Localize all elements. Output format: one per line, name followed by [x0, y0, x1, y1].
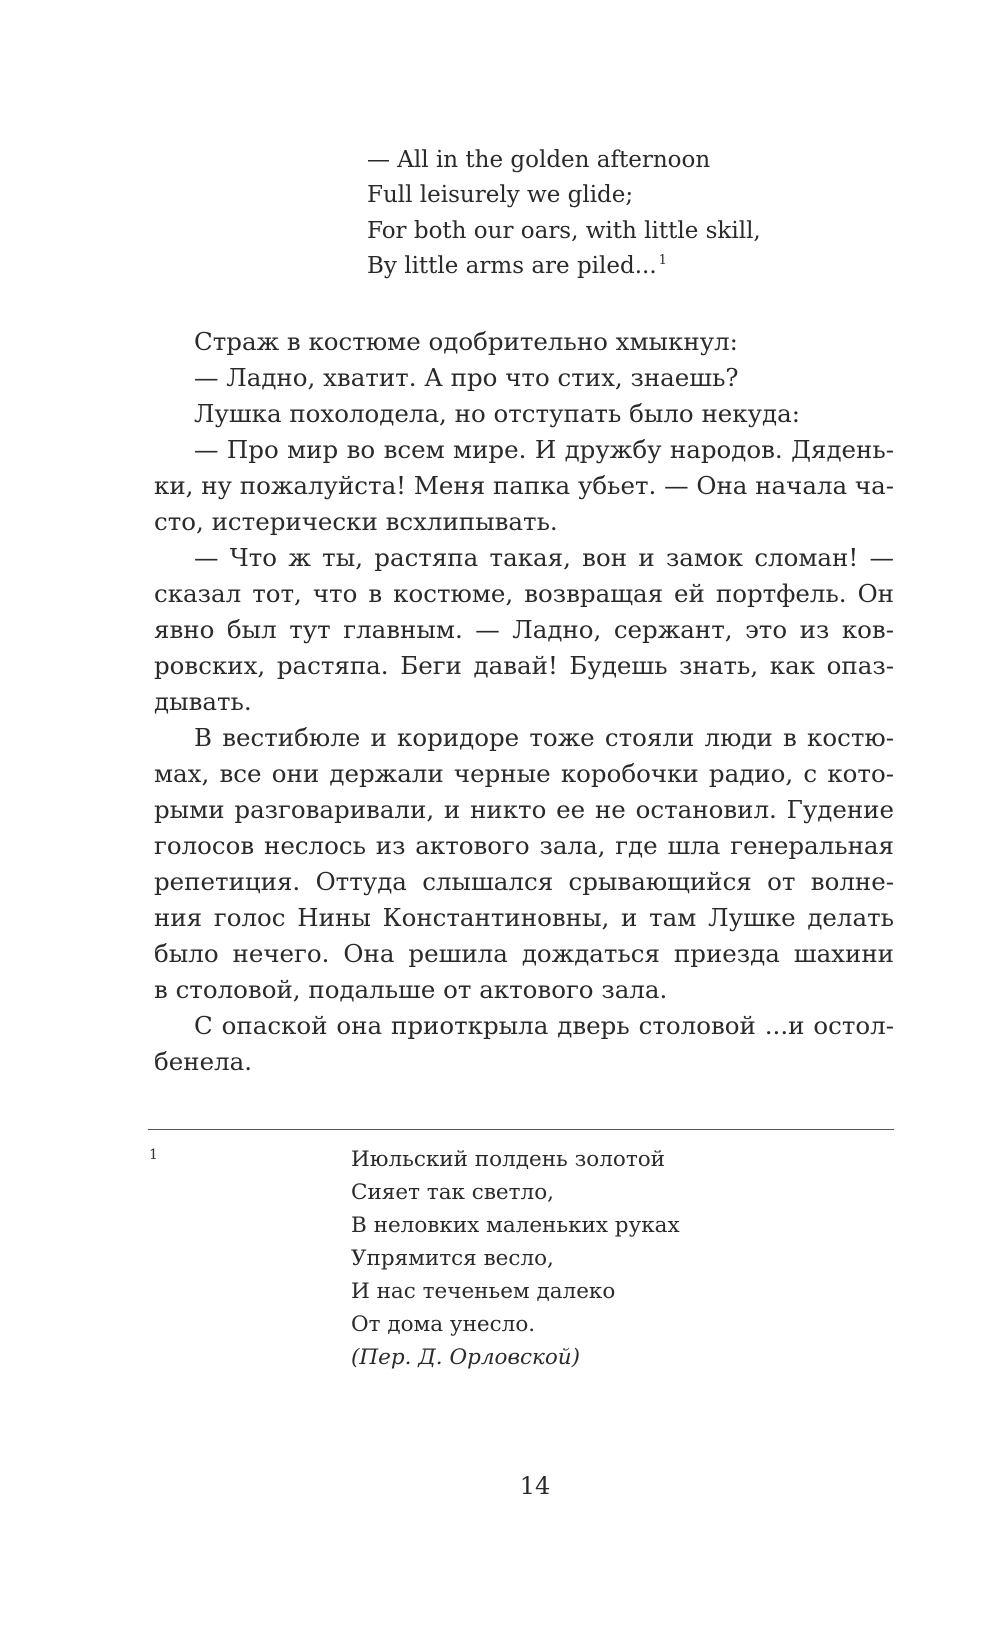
- footnote-reference: 1: [658, 253, 667, 269]
- footnote-line: От дома унесло.: [351, 1312, 536, 1337]
- body-line: В вестибюле и коридоре тоже стояли люди в костю-: [194, 723, 894, 752]
- body-line: — Что ж ты, растяпа такая, вон и замок сломан! —: [194, 543, 894, 572]
- body-line: сто, истерически всхлипывать.: [154, 507, 558, 536]
- body-line: было нечего. Она решила дождаться приезда шахини: [154, 939, 894, 968]
- body-line: репетиция. Оттуда слышался срывающийся от волне-: [154, 867, 894, 896]
- body-line: — Про мир во всем мире. И дружбу народов. Дядень-: [194, 435, 894, 464]
- footnote-line: Упрямится весло,: [351, 1246, 554, 1271]
- body-line: ки, ну пожалуйста! Меня папка убьет. — Она начала ча-: [154, 471, 894, 500]
- body-line: С опаской она приоткрыла дверь столовой ...и остол-: [194, 1011, 894, 1040]
- epigraph-line: Full leisurely we glide;: [367, 182, 634, 208]
- body-line: мах, все они держали черные коробочки радио, с кото-: [154, 759, 894, 788]
- body-line: сказал тот, что в костюме, возвращая ей портфель. Он: [154, 579, 894, 608]
- body-line: Страж в костюме одобрительно хмыкнул:: [194, 327, 738, 356]
- body-line: ния голос Нины Константиновны, и там Лушке делать: [154, 903, 894, 932]
- epigraph-line: For both our oars, with little skill,: [367, 218, 761, 244]
- body-line: Лушка похолодела, но отступать было некуда:: [194, 399, 800, 428]
- epigraph-line-last: [367, 249, 667, 283]
- footnote-line: И нас теченьем далеко: [351, 1279, 616, 1304]
- body-line: голосов неслось из актового зала, где шла генеральная: [154, 831, 894, 860]
- footnote-line: В неловких маленьких руках: [351, 1213, 680, 1238]
- body-line: рыми разговаривали, и никто ее не остановил. Гудение: [154, 795, 894, 824]
- body-line: бенела.: [154, 1047, 253, 1076]
- footnote-attribution: (Пер. Д. Орловской): [351, 1345, 581, 1370]
- body-line: ровских, растяпа. Беги давай! Будешь знать, как опаз-: [154, 651, 894, 680]
- footnote-marker: 1: [149, 1147, 158, 1163]
- body-line: в столовой, подальше от актового зала.: [154, 975, 668, 1004]
- footnote-line: Сияет так светло,: [351, 1180, 554, 1205]
- footnote-line: Июльский полдень золотой: [351, 1147, 666, 1172]
- body-line: явно был тут главным. — Ладно, сержант, это из ков-: [154, 615, 894, 644]
- epigraph-line-text: By little arms are piled...: [367, 253, 657, 279]
- page-number: 14: [519, 1472, 551, 1500]
- body-line: — Ладно, хватит. А про что стих, знаешь?: [194, 363, 739, 392]
- body-line: дывать.: [154, 687, 252, 716]
- footnote-divider: [148, 1129, 894, 1130]
- epigraph-line: — All in the golden afternoon: [367, 147, 711, 173]
